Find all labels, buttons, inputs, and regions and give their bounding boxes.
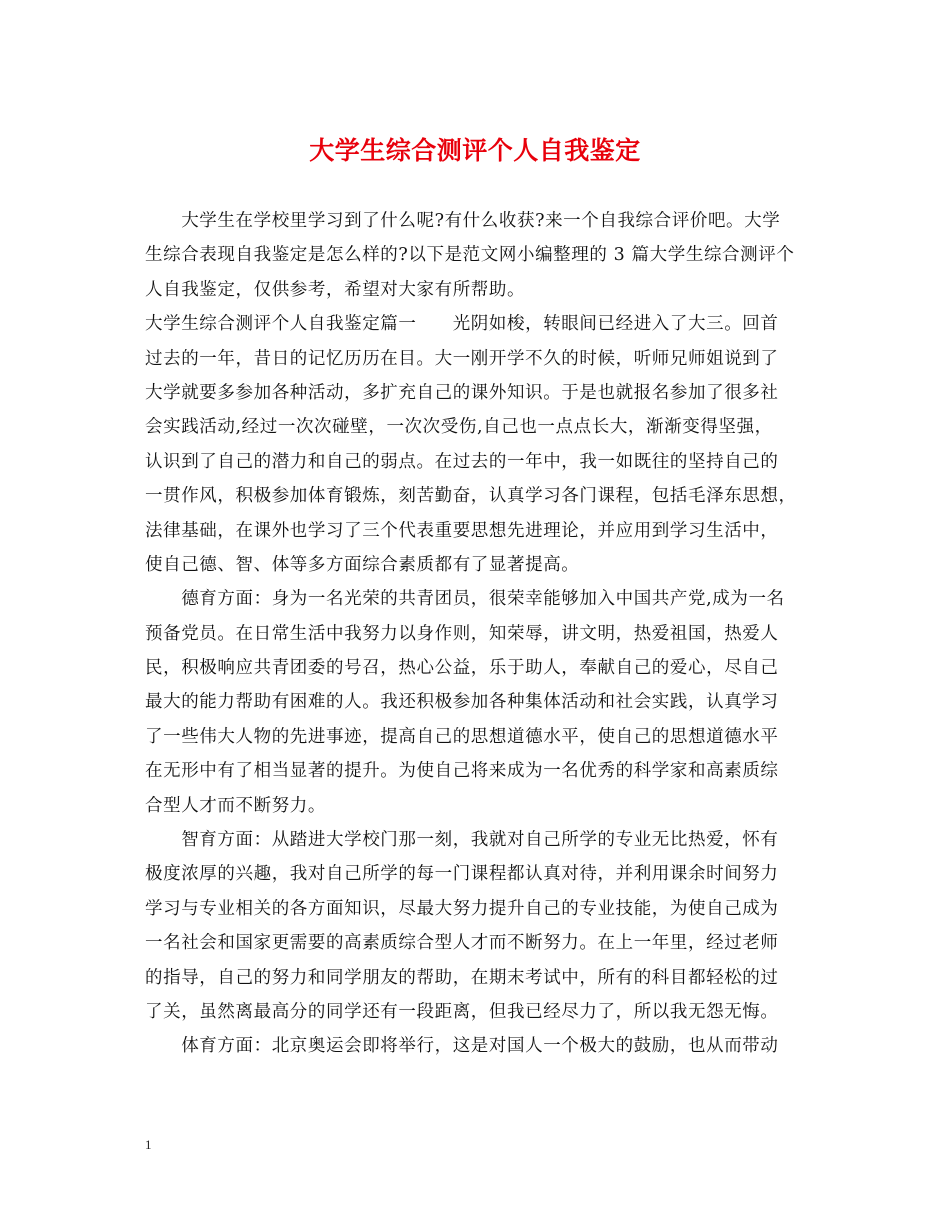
- text-line: 智育方面：从踏进大学校门那一刻，我就对自己所学的专业无比热爱，怀有: [145, 830, 779, 851]
- document-body: [145, 204, 820, 1064]
- text-line: 生综合表现自我鉴定是怎么样的?以下是范文网小编整理的 3 篇大学生综合测评个: [145, 245, 795, 266]
- text-line: 体育方面：北京奥运会即将举行，这是对国人一个极大的鼓励，也从而带动: [145, 1036, 779, 1057]
- text-line: 合型人才而不断努力。: [145, 795, 326, 816]
- text-line: 认识到了自己的潜力和自己的弱点。在过去的一年中，我一如既往的坚持自己的: [145, 451, 779, 472]
- text-line: 最大的能力帮助有困难的人。我还积极参加各种集体活动和社会实践，认真学习: [145, 692, 779, 713]
- text-line: 民，积极响应共青团委的号召，热心公益，乐于助人，奉献自己的爱心，尽自己: [145, 658, 779, 679]
- text-line: 人自我鉴定，仅供参考，希望对大家有所帮助。: [145, 279, 526, 300]
- text-line: 学习与专业相关的各方面知识，尽最大努力提升自己的专业技能，为使自己成为: [145, 898, 779, 919]
- text-line: 使自己德、智、体等多方面综合素质都有了显著提高。: [145, 554, 580, 575]
- text-line: 一名社会和国家更需要的高素质综合型人才而不断努力。在上一年里，经过老师: [145, 933, 779, 954]
- text-line: 法律基础，在课外也学习了三个代表重要思想先进理论，并应用到学习生活中，: [145, 520, 779, 541]
- text-line: 的指导，自己的努力和同学朋友的帮助，在期末考试中，所有的科目都轻松的过: [145, 967, 779, 988]
- text-line: 会实践活动,经过一次次碰壁，一次次受伤,自己也一点点长大，渐渐变得坚强，: [145, 417, 773, 438]
- text-line: 大学生综合测评个人自我鉴定篇一 光阴如梭，转眼间已经进入了大三。回首: [145, 314, 779, 335]
- text-line: 过去的一年，昔日的记忆历历在目。大一刚开学不久的时候，听师兄师姐说到了: [145, 348, 779, 369]
- text-line: 了关，虽然离最高分的同学还有一段距离，但我已经尽力了，所以我无怨无悔。: [145, 1001, 779, 1022]
- text-line: 预备党员。在日常生活中我努力以身作则，知荣辱，讲文明，热爱祖国，热爱人: [145, 623, 779, 644]
- text-line: 一贯作风，积极参加体育锻炼，刻苦勤奋，认真学习各门课程，包括毛泽东思想，: [145, 486, 797, 507]
- text-line: 极度浓厚的兴趣，我对自己所学的每一门课程都认真对待，并利用课余时间努力: [145, 864, 779, 885]
- text-line: 在无形中有了相当显著的提升。为使自己将来成为一名优秀的科学家和高素质综: [145, 761, 779, 782]
- page-number: 1: [145, 1137, 152, 1152]
- text-line: 了一些伟大人物的先进事迹，提高自己的思想道德水平，使自己的思想道德水平: [145, 726, 779, 747]
- document-title: 大学生综合测评个人自我鉴定: [309, 136, 641, 165]
- text-line: 德育方面：身为一名光荣的共青团员，很荣幸能够加入中国共产党,成为一名: [145, 589, 785, 610]
- text-line: 大学就要多参加各种活动，多扩充自己的课外知识。于是也就报名参加了很多社: [145, 382, 779, 403]
- text-line: 大学生在学校里学习到了什么呢?有什么收获?来一个自我综合评价吧。大学: [145, 211, 781, 231]
